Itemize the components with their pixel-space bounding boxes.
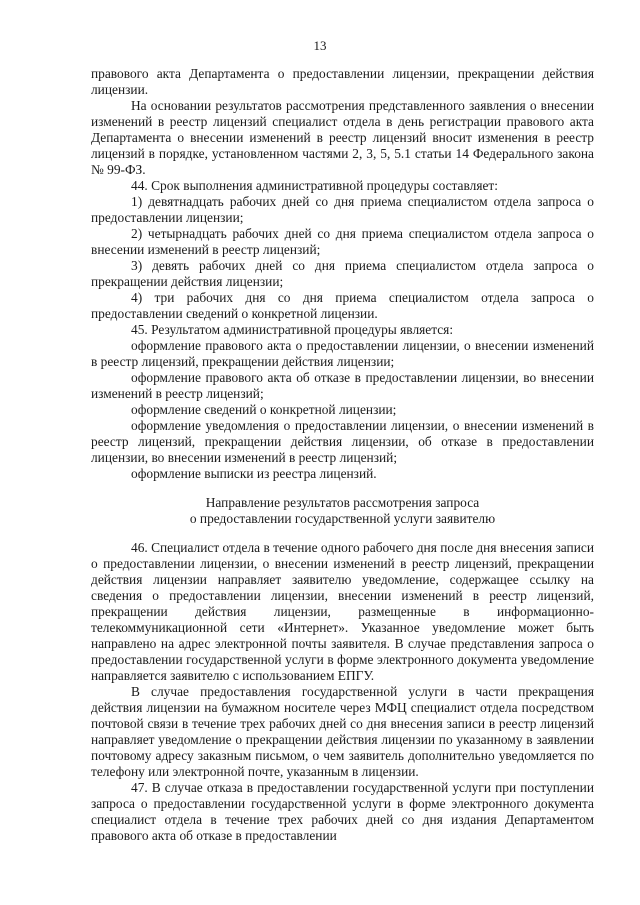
paragraph-p12: оформление выписки из реестра лицензий.	[131, 466, 377, 481]
paragraph-p8: оформление правового акта о предоставлении лицензии, о внесении изменений в реестр лицензий, прекращении действия лицензии;	[91, 338, 594, 369]
section-heading-line2: о предоставлении государственной услуги заявителю	[189, 511, 496, 526]
section-heading-line1: Направление результатов рассмотрения запроса	[205, 495, 480, 510]
paragraph-p4: 2) четырнадцать рабочих дней со дня приема специалистом отдела запроса о внесении изменений в реестр лицензий;	[91, 226, 594, 257]
paragraph-p14: В случае предоставления государственной услуги в части прекращения действия лицензии на бумажном носителе через МФЦ специалист отдела посредством почтовой связи в течение трех рабочих дней со дня внесения записи в реестр лицензий направляет уведомление о прекращении действия лицензии по указанному в заявлении почтовому адресу заказным письмом, о чем заявитель дополнительно уведомляется по телефону или электронной почте, указанным в лицензии.	[91, 684, 594, 779]
paragraph-p1: На основании результатов рассмотрения представленного заявления о внесении изменений в реестр лицензий специалист отдела в день регистрации правового акта Департамента о внесении изменений в реестр лицензий вносит изменения в реестр лицензий в порядке, установленном частями 2, 3, 5, 5.1 статьи 14 Федерального закона № 99-ФЗ.	[91, 98, 594, 177]
paragraph-p6: 4) три рабочих дня со дня приема специалистом отдела запроса о предоставлении сведений о конкретной лицензии.	[91, 290, 594, 321]
document-body	[91, 66, 594, 844]
paragraph-p0: правового акта Департамента о предоставлении лицензии, прекращении действия лицензии.	[91, 66, 594, 97]
paragraph-p7: 45. Результатом административной процедуры является:	[131, 322, 454, 337]
paragraph-p9: оформление правового акта об отказе в предоставлении лицензии, во внесении изменений в реестр лицензий;	[91, 370, 594, 401]
paragraph-p2: 44. Срок выполнения административной процедуры составляет:	[131, 178, 499, 193]
paragraphs-bottom	[91, 540, 594, 844]
section-heading	[91, 495, 594, 527]
page-number: 13	[313, 38, 327, 53]
paragraph-p5: 3) девять рабочих дней со дня приема специалистом отдела запроса о прекращении действия лицензии;	[91, 258, 594, 289]
paragraph-p11: оформление уведомления о предоставлении лицензии, о внесении изменений в реестр лицензий, прекращении действия лицензии, об отказе в предоставлении лицензии, во внесении изменений в реестр лицензий;	[91, 418, 594, 465]
paragraph-p10: оформление сведений о конкретной лицензии;	[131, 402, 397, 417]
paragraphs-top	[91, 66, 594, 482]
paragraph-p3: 1) девятнадцать рабочих дней со дня приема специалистом отдела запроса о предоставлении лицензии;	[91, 194, 594, 225]
paragraph-p15: 47. В случае отказа в предоставлении государственной услуги при поступлении запроса о предоставлении государственной услуги в форме электронного документа специалист отдела в течение трех рабочих дней со дня издания Департаментом правового акта об отказе в предоставлении	[91, 780, 594, 843]
paragraph-p13: 46. Специалист отдела в течение одного рабочего дня после дня внесения записи о предоставлении лицензии, о внесении изменений в реестр лицензий, прекращении действия лицензии направляет заявителю уведомление, содержащее ссылку на сведения о предоставлении лицензии, внесении изменений в реестр лицензий, прекращении действия лицензии, размещенные в информационно-телекоммуникационной сети «Интернет». Указанное уведомление может быть направлено на адрес электронной почты заявителя. В случае представления запроса о предоставлении государственной услуги в форме электронного документа уведомление направляется заявителю с использованием ЕПГУ.	[91, 540, 594, 683]
